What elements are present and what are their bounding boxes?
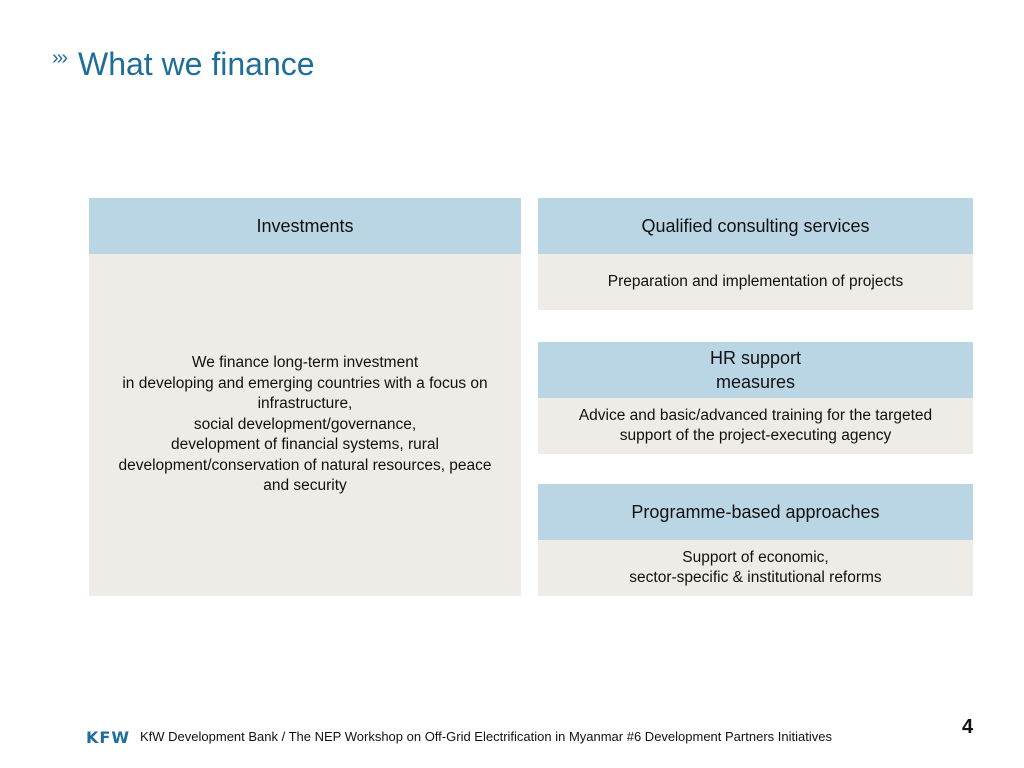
programme-panel: [538, 484, 973, 596]
consulting-panel: [538, 198, 973, 310]
page-number: 4: [962, 716, 974, 738]
consulting-body: Preparation and implementation of projects: [538, 254, 973, 310]
hr-panel: [538, 342, 973, 454]
programme-header: Programme-based approaches: [538, 484, 973, 540]
investments-header: Investments: [89, 198, 521, 254]
chevron-triple-icon: ›››: [52, 47, 66, 69]
footer-text: KfW Development Bank / The NEP Workshop on Off-Grid Electrification in Myanmar #6 Development Partners Initiatives: [140, 729, 832, 744]
investments-body: We finance long-term investment in developing and emerging countries with a focus on infrastructure, social development/governance, development of financial systems, rural development/conservation of natural resources, peace and security: [89, 254, 521, 596]
hr-body: Advice and basic/advanced training for the targeted support of the project-executing agency: [538, 398, 973, 454]
programme-body: Support of economic, sector-specific & institutional reforms: [538, 540, 973, 596]
hr-header: HR support measures: [538, 342, 973, 398]
kfw-logo: KFW: [86, 728, 130, 747]
page-title: What we finance: [77, 46, 315, 82]
slide-title-group: [52, 44, 315, 84]
investments-panel: [89, 198, 521, 596]
consulting-header: Qualified consulting services: [538, 198, 973, 254]
